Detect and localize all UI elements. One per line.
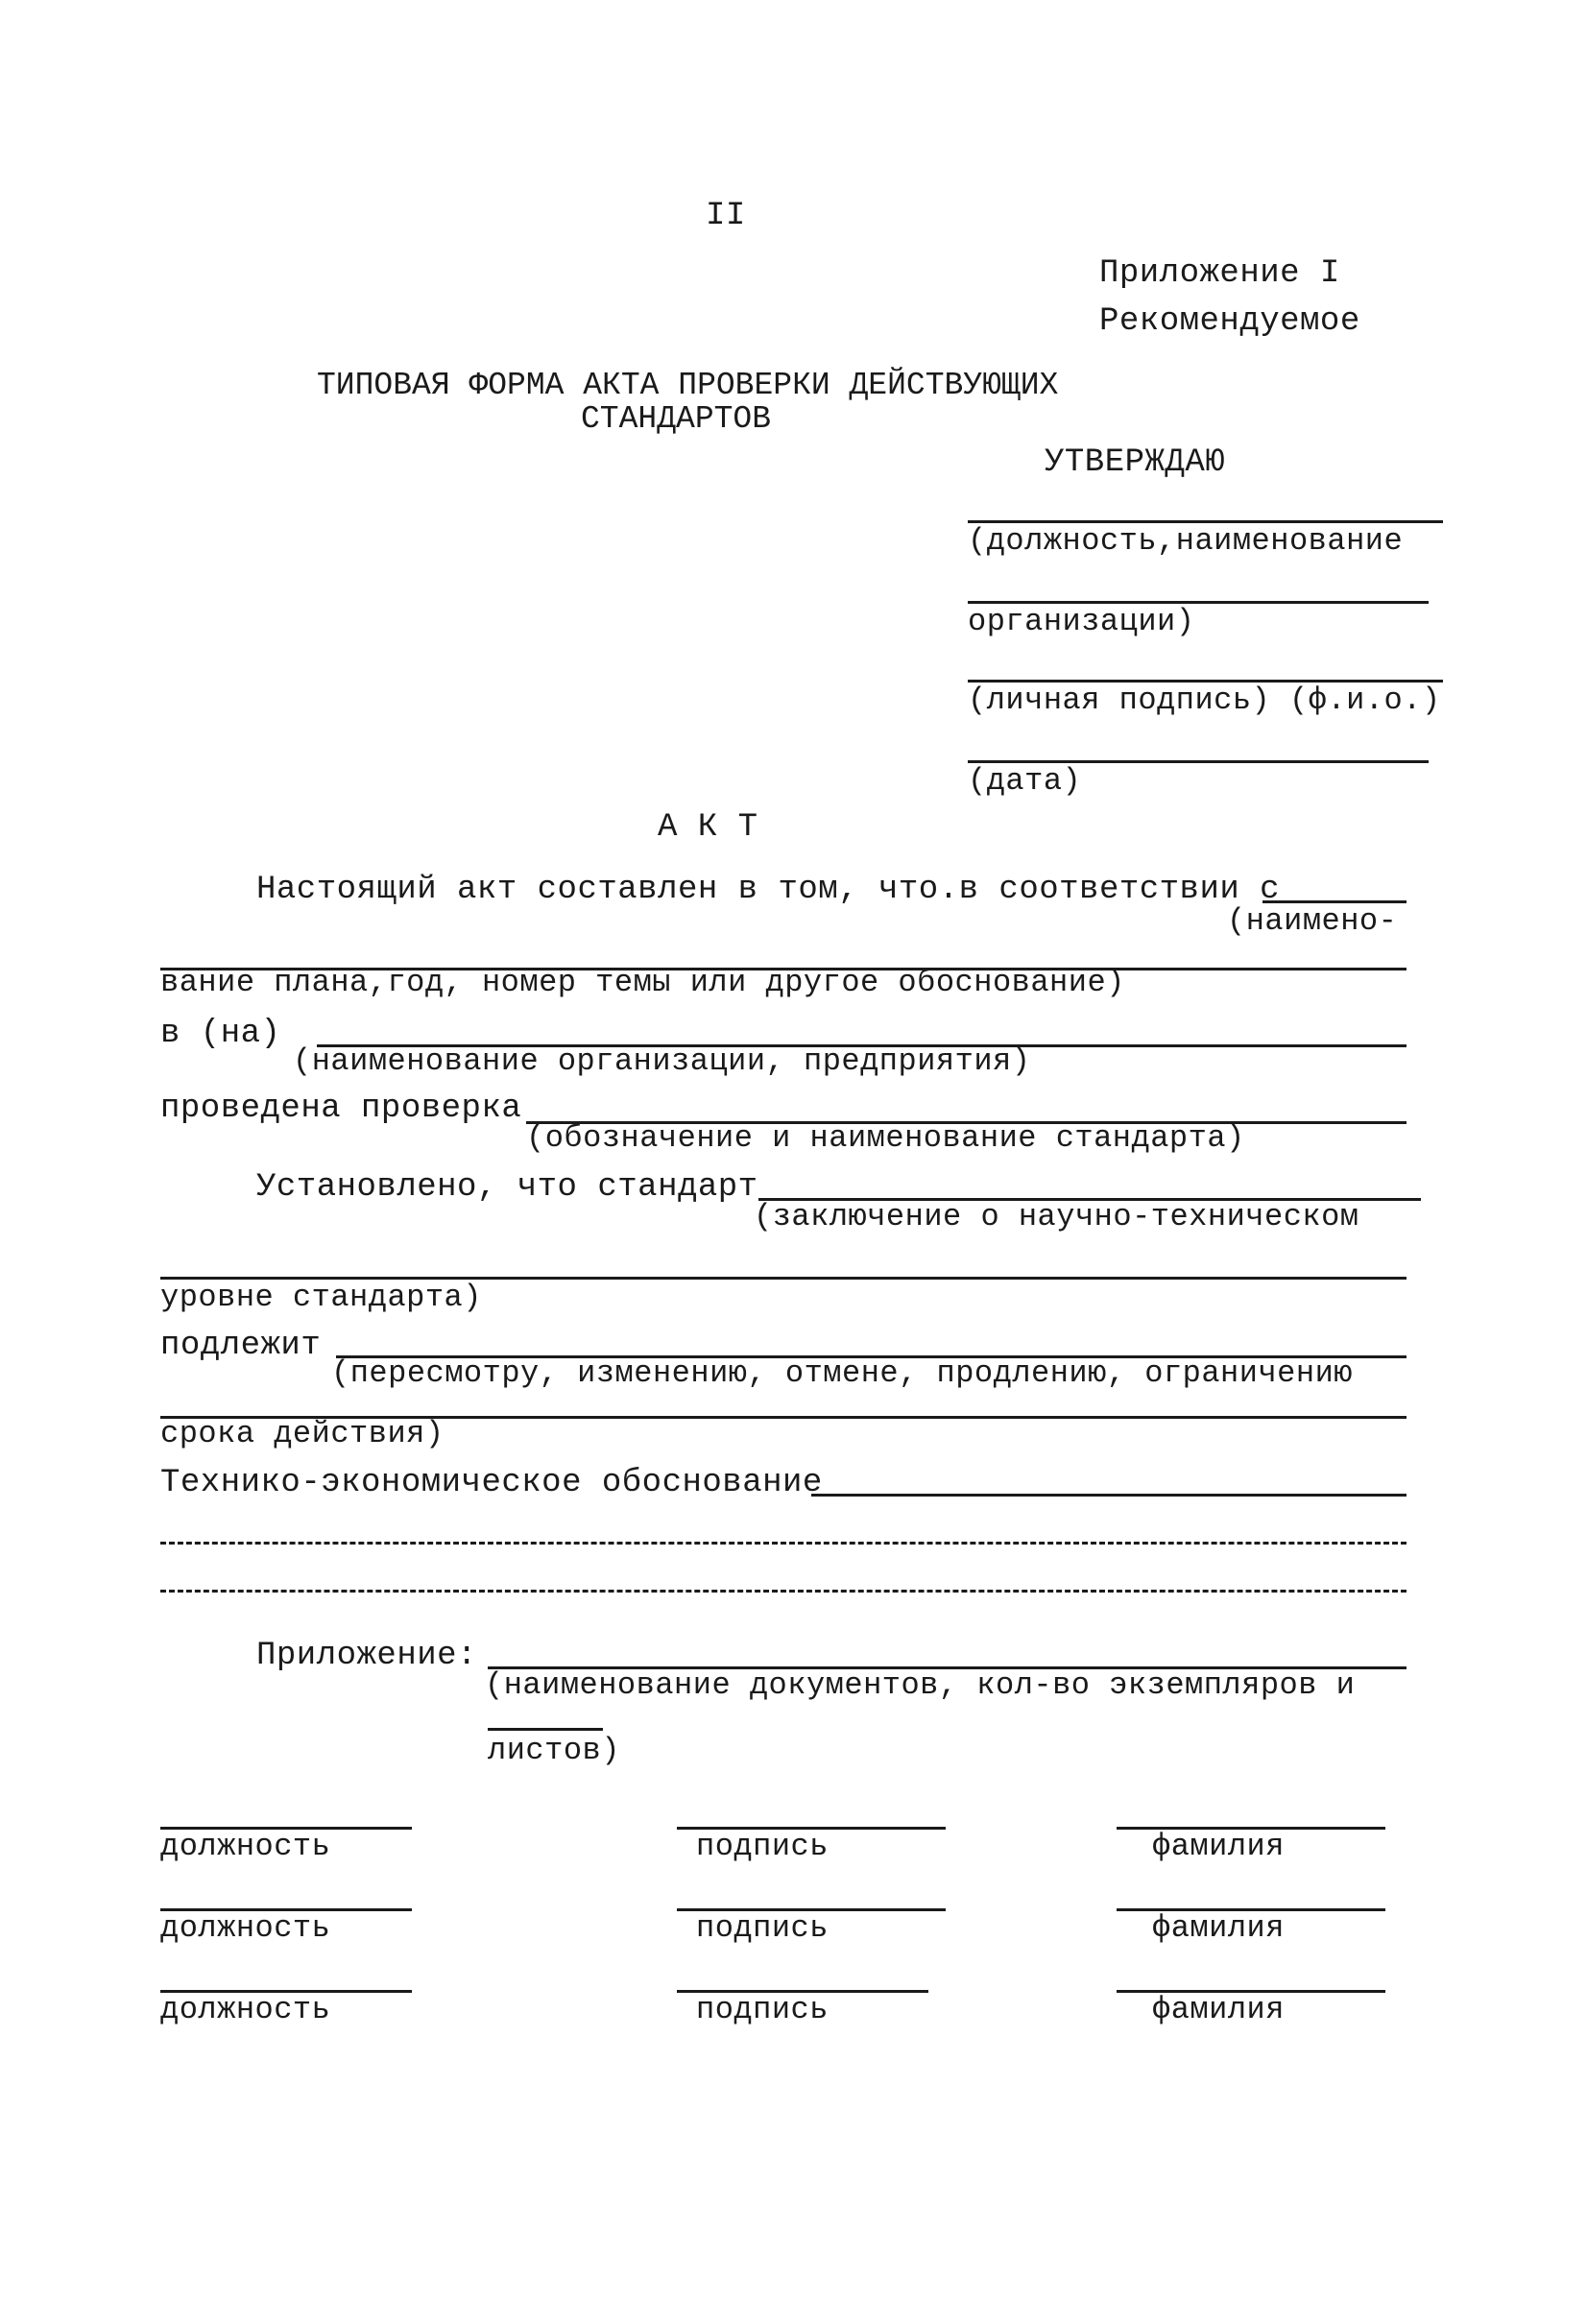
- approval-date-caption: (дата): [968, 763, 1082, 799]
- established-label: Установлено, что стандарт: [256, 1169, 758, 1206]
- in-caption: (наименование организации, предприятия): [293, 1043, 1031, 1079]
- sig-1-position: должность: [160, 1829, 331, 1864]
- sig-3-surname: фамилия: [1152, 1992, 1285, 2027]
- page-number: II: [706, 198, 746, 234]
- established-caption-2: уровне стандарта): [160, 1280, 482, 1315]
- justification-label: Технико-экономическое обоснование: [160, 1465, 823, 1501]
- sig-3-position: должность: [160, 1992, 331, 2027]
- sig-2-surname: фамилия: [1152, 1910, 1285, 1946]
- sig-2-position: должность: [160, 1910, 331, 1946]
- sig-1-signature: подпись: [696, 1829, 829, 1864]
- subject-caption-2: срока действия): [160, 1416, 445, 1451]
- established-caption-1: (заключение о научно-техническом: [754, 1199, 1359, 1234]
- sig-1-surname: фамилия: [1152, 1829, 1285, 1864]
- subject-caption-1: (пересмотру, изменению, отмене, продлению, ограничению: [331, 1355, 1353, 1391]
- attachment-line-2: [488, 1728, 603, 1731]
- check-label: проведена проверка: [160, 1090, 522, 1127]
- approval-position-caption: (должность,наименование: [968, 523, 1404, 559]
- approval-heading: УТВЕРЖДАЮ: [1045, 444, 1226, 481]
- subject-label: подлежит: [160, 1328, 322, 1364]
- approval-organization-caption: организации): [968, 604, 1195, 639]
- intro-caption-2: вание плана,год, номер темы или другое обоснование): [160, 965, 1125, 1000]
- sig-3-signature: подпись: [696, 1992, 829, 2027]
- attachment-caption-2: листов): [488, 1733, 620, 1768]
- sig-2-signature: подпись: [696, 1910, 829, 1946]
- intro-caption-1: (наимено-: [1227, 903, 1398, 939]
- form-title-line2: СТАНДАРТОВ: [581, 401, 772, 437]
- intro-text: Настоящий акт составлен в том, что.в соответствии с: [256, 872, 1281, 908]
- attachment-caption-1: (наименование документов, кол-во экземпляров и: [485, 1667, 1356, 1703]
- attachment-label: Приложение:: [256, 1638, 477, 1674]
- justification-line-3: [160, 1590, 1407, 1593]
- check-caption: (обозначение и наименование стандарта): [526, 1120, 1245, 1156]
- in-label: в (на): [160, 1016, 281, 1052]
- justification-line-2: [160, 1542, 1407, 1545]
- justification-line-1: [811, 1494, 1407, 1497]
- approval-signature-caption: (личная подпись) (ф.и.о.): [968, 683, 1441, 718]
- form-title-line1: ТИПОВАЯ ФОРМА АКТА ПРОВЕРКИ ДЕЙСТВУЮЩИХ: [317, 368, 1059, 403]
- appendix-status: Рекомендуемое: [1099, 303, 1360, 340]
- appendix-label: Приложение I: [1099, 255, 1340, 292]
- act-heading: А К Т: [658, 809, 758, 846]
